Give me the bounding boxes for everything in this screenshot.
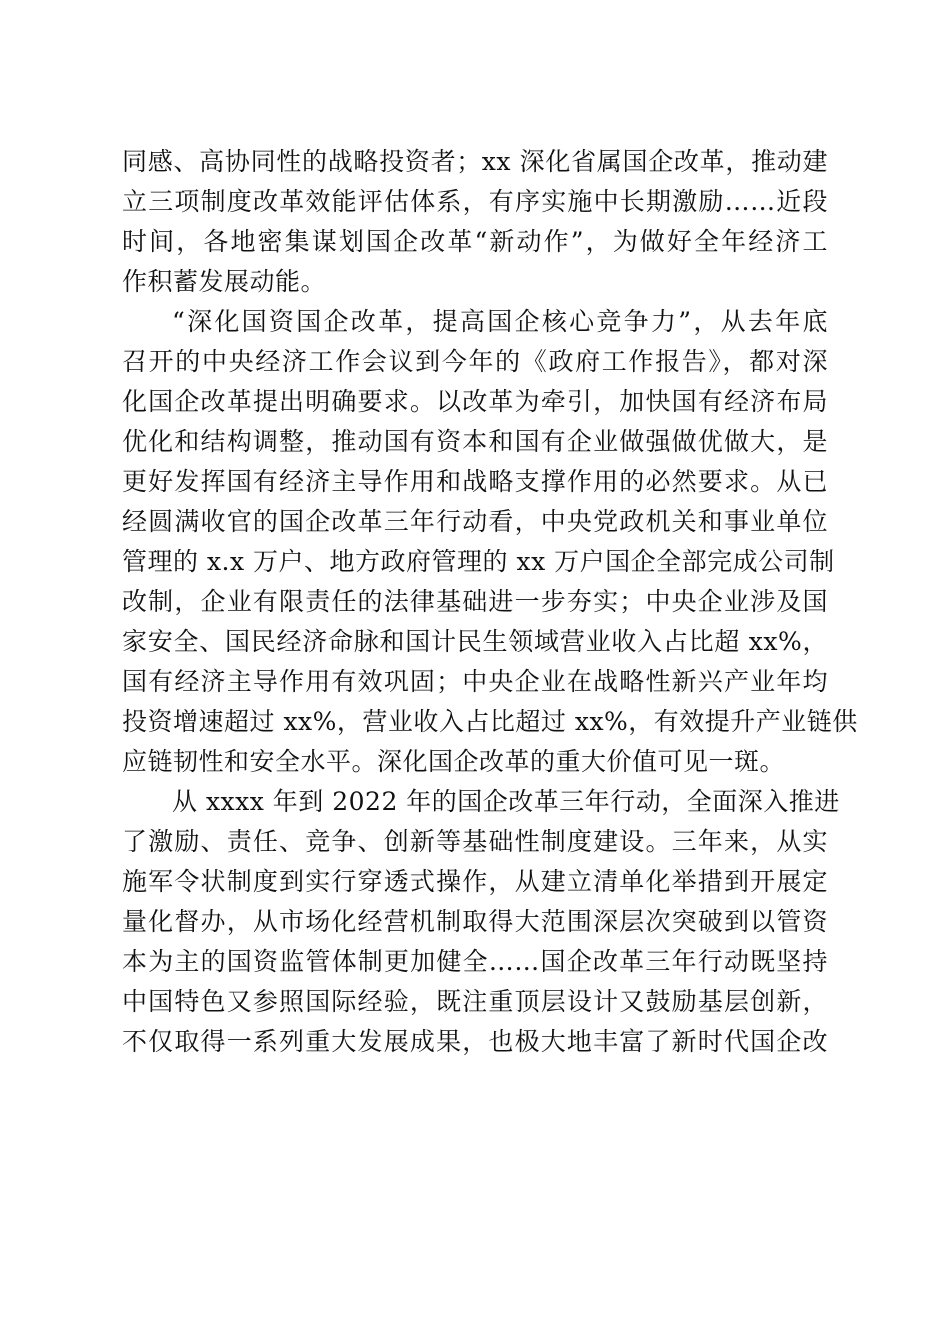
text-line: 投资增速超过 xx%，营业收入占比超过 xx%，有效提升产业链供	[122, 707, 858, 736]
text-line: 本为主的国资监管体制更加健全……国企改革三年行动既坚持	[122, 947, 828, 976]
document-body	[122, 142, 858, 1062]
text-line: 作积蓄发展动能。	[122, 267, 327, 296]
text-line: 管理的 x.x 万户、地方政府管理的 xx 万户国企全部完成公司制	[122, 547, 835, 576]
text-line: 优化和结构调整，推动国有资本和国有企业做强做优做大，是	[122, 427, 828, 456]
text-line: 量化督办，从市场化经营机制取得大范围深层次突破到以管资	[122, 907, 828, 936]
text-line: 家安全、国民经济命脉和国计民生领域营业收入占比超 xx%，	[122, 627, 828, 656]
text-line: 立三项制度改革效能评估体系，有序实施中长期激励……近段	[122, 187, 828, 216]
paragraph	[122, 782, 840, 1062]
text-line: 不仅取得一系列重大发展成果，也极大地丰富了新时代国企改	[122, 1027, 828, 1056]
text-line: 应链韧性和安全水平。深化国企改革的重大价值可见一斑。	[122, 747, 786, 776]
text-line: “深化国资国企改革，提高国企核心竞争力”，从去年底	[172, 307, 828, 336]
paragraph	[122, 142, 828, 302]
text-line: 从 xxxx 年到 2022 年的国企改革三年行动，全面深入推进	[172, 787, 840, 816]
text-line: 同感、高协同性的战略投资者；xx 深化省属国企改革，推动建	[122, 147, 828, 176]
text-line: 经圆满收官的国企改革三年行动看，中央党政机关和事业单位	[122, 507, 828, 536]
text-line: 召开的中央经济工作会议到今年的《政府工作报告》，都对深	[122, 347, 828, 376]
text-line: 施军令状制度到实行穿透式操作，从建立清单化举措到开展定	[122, 867, 828, 896]
text-line: 化国企改革提出明确要求。以改革为牵引，加快国有经济布局	[122, 387, 828, 416]
text-line: 更好发挥国有经济主导作用和战略支撑作用的必然要求。从已	[122, 467, 828, 496]
text-line: 改制，企业有限责任的法律基础进一步夯实；中央企业涉及国	[122, 587, 828, 616]
text-line: 中国特色又参照国际经验，既注重顶层设计又鼓励基层创新，	[122, 987, 828, 1016]
text-line: 国有经济主导作用有效巩固；中央企业在战略性新兴产业年均	[122, 667, 828, 696]
paragraph	[122, 302, 858, 782]
text-line: 时间，各地密集谋划国企改革“新动作”，为做好全年经济工	[122, 227, 828, 256]
text-line: 了激励、责任、竞争、创新等基础性制度建设。三年来，从实	[122, 827, 828, 856]
